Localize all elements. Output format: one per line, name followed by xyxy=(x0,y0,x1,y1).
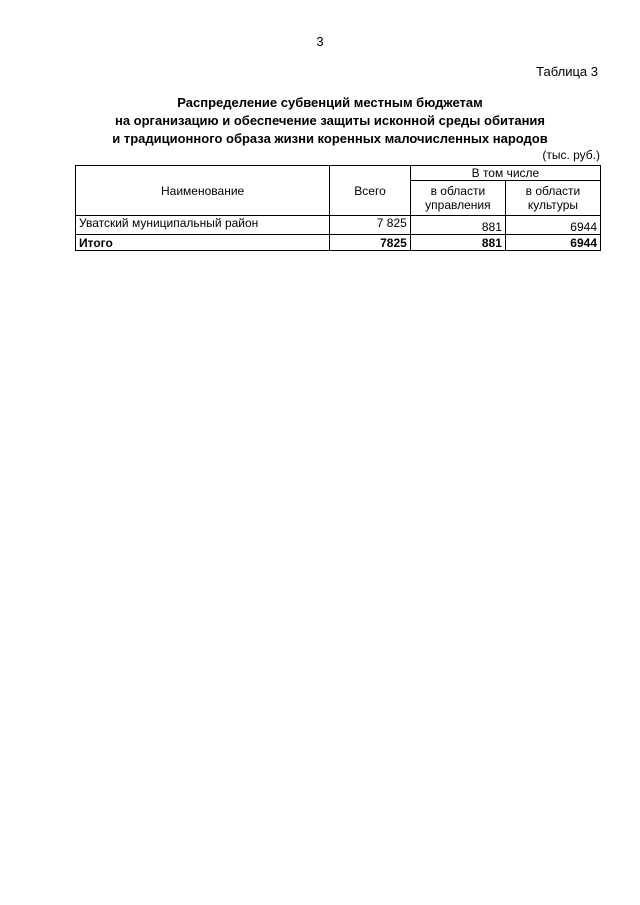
header-culture xyxy=(505,181,600,216)
document-title xyxy=(60,94,600,148)
title-line-3: и традиционного образа жизни коренных малочисленных народов xyxy=(112,131,548,146)
page-number: 3 xyxy=(316,34,324,49)
header-management-line2: управления xyxy=(425,198,491,212)
units-label: (тыс. руб.) xyxy=(542,148,600,162)
table-total-row xyxy=(76,235,601,251)
header-total: Всего xyxy=(330,166,411,216)
total-total: 7825 xyxy=(330,235,411,251)
row-total: 7 825 xyxy=(330,216,411,235)
header-including: В том числе xyxy=(410,166,600,181)
row-name: Уватский муниципальный район xyxy=(76,216,330,235)
row-management: 881 xyxy=(410,216,505,235)
table-row xyxy=(76,216,601,235)
total-name: Итого xyxy=(76,235,330,251)
header-management-line1: в области xyxy=(430,184,486,198)
total-management: 881 xyxy=(410,235,505,251)
header-name: Наименование xyxy=(76,166,330,216)
header-culture-line1: в области xyxy=(525,184,581,198)
header-culture-line2: культуры xyxy=(527,198,579,212)
distribution-table xyxy=(75,165,601,251)
total-culture: 6944 xyxy=(505,235,600,251)
title-line-1: Распределение субвенций местным бюджетам xyxy=(177,95,483,110)
row-culture: 6944 xyxy=(505,216,600,235)
title-line-2: на организацию и обеспечение защиты исконной среды обитания xyxy=(114,113,546,128)
header-management xyxy=(410,181,505,216)
table-header-row xyxy=(76,166,601,181)
table-label: Таблица 3 xyxy=(536,64,598,79)
